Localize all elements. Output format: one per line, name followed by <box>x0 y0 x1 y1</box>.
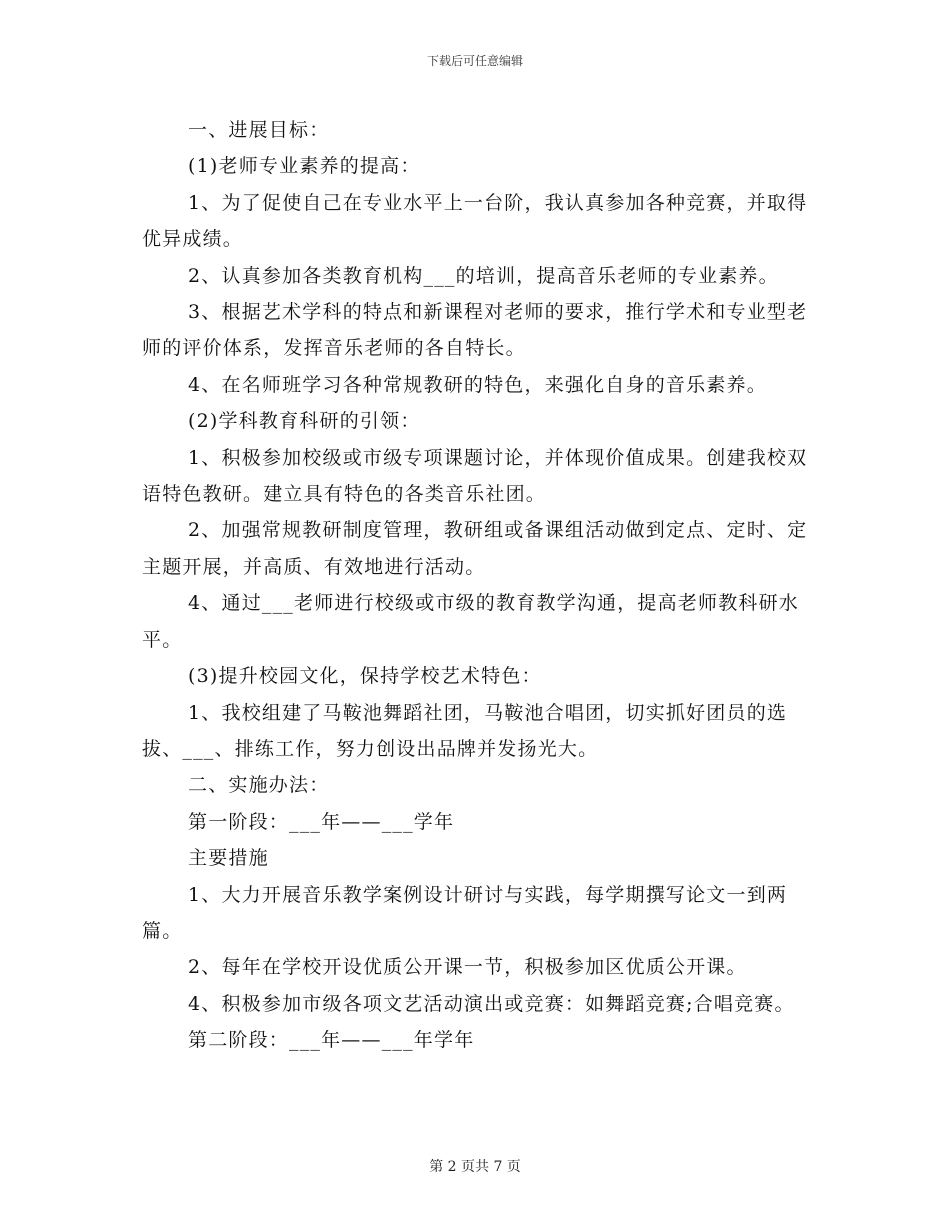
paragraph: 4、通过___老师进行校级或市级的教育教学沟通，提高老师教科研水平。 <box>142 592 799 651</box>
subheading-teacher-quality: (1)老师专业素养的提高： <box>188 155 421 178</box>
paragraph: 1、我校组建了马鞍池舞蹈社团，马鞍池合唱团，切实抓好团员的选拔、___、排练工作，努力创设出品牌并发扬光大。 <box>142 701 788 760</box>
paragraph: 2、每年在学校开设优质公开课一节，积极参加区优质公开课。 <box>188 956 747 979</box>
heading-goals: 一、进展目标： <box>188 119 330 141</box>
main-measures-heading: 主要措施 <box>188 847 269 870</box>
paragraph: 4、在名师班学习各种常规教研的特色，来强化自身的音乐素养。 <box>188 373 767 396</box>
subheading-research: (2)学科教育科研的引领： <box>188 410 421 433</box>
subheading-campus-culture: (3)提升校园文化，保持学校艺术特色： <box>188 665 542 688</box>
paragraph: 1、为了促使自己在专业水平上一台阶，我认真参加各种竞赛，并取得优异成绩。 <box>142 191 808 251</box>
page-header: 下载后可任意编辑 <box>426 54 523 68</box>
page-number-footer: 第 2 页共 7 页 <box>429 1159 521 1175</box>
paragraph: 2、认真参加各类教育机构___的培训，提高音乐老师的专业素养。 <box>188 264 779 287</box>
heading-implementation: 二、实施办法： <box>188 774 330 797</box>
paragraph: 1、大力开展音乐教学案例设计研讨与实践，每学期撰写论文一到两篇。 <box>142 883 788 942</box>
paragraph: 3、根据艺术学科的特点和新课程对老师的要求，推行学术和专业型老师的评价体系，发挥音乐老师的各自特长。 <box>142 301 808 360</box>
stage-one-heading: 第一阶段：___年——___学年 <box>188 810 455 833</box>
document-body <box>142 112 822 1059</box>
stage-two-heading: 第二阶段：___年——___年学年 <box>188 1029 475 1052</box>
paragraph: 1、积极参加校级或市级专项课题讨论，并体现价值成果。创建我校双语特色教研。建立具有特色的各类音乐社团。 <box>142 446 808 506</box>
paragraph: 2、加强常规教研制度管理，教研组或备课组活动做到定点、定时、定主题开展，并高质、有效地进行活动。 <box>142 519 808 578</box>
paragraph: 4、积极参加市级各项文艺活动演出或竞赛：如舞蹈竞赛;合唱竞赛。 <box>188 992 795 1015</box>
